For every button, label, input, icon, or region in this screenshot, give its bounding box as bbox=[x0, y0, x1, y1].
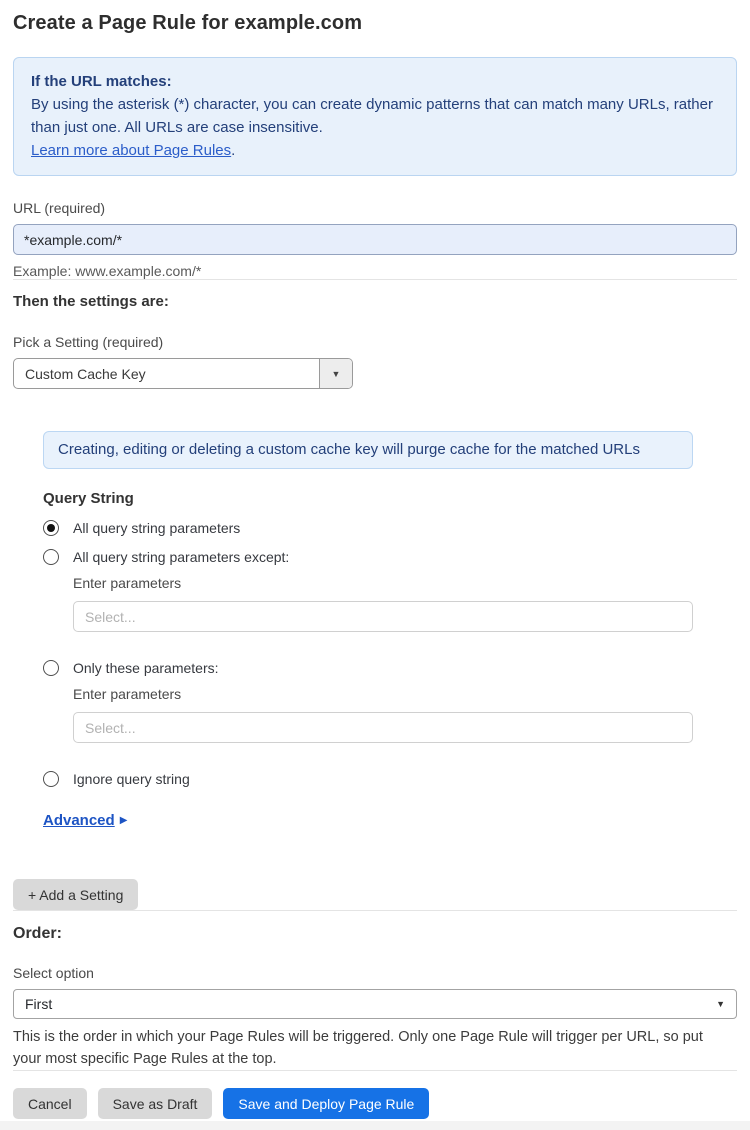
except-parameters-field bbox=[73, 575, 737, 632]
radio-ignore-query-string[interactable]: Ignore query string bbox=[43, 771, 737, 787]
pick-setting-label: Pick a Setting (required) bbox=[13, 334, 164, 350]
url-example-text: Example: www.example.com/* bbox=[13, 263, 202, 279]
radio-all-query-params[interactable]: All query string parameters bbox=[43, 520, 737, 536]
page-bottom-strip bbox=[0, 1121, 750, 1130]
radio-button-icon[interactable] bbox=[43, 660, 59, 676]
save-draft-button[interactable]: Save as Draft bbox=[98, 1088, 213, 1119]
advanced-link[interactable]: Advanced ▶ bbox=[43, 812, 128, 829]
info-box-heading: If the URL matches: bbox=[31, 73, 172, 90]
chevron-down-icon: ▼ bbox=[716, 999, 725, 1009]
page-title: Create a Page Rule for example.com bbox=[13, 12, 363, 34]
order-heading: Order: bbox=[13, 925, 62, 942]
chevron-right-icon: ▶ bbox=[119, 815, 128, 826]
order-help-text: This is the order in which your Page Rules will be triggered. Only one Page Rule will trigger per URL, so put your most specific Page Rules at the top. bbox=[13, 1029, 703, 1067]
section-divider bbox=[13, 910, 737, 911]
url-label: URL (required) bbox=[13, 200, 106, 216]
save-deploy-button[interactable]: Save and Deploy Page Rule bbox=[223, 1088, 429, 1119]
enter-parameters-label: Enter parameters bbox=[73, 686, 182, 702]
except-parameters-input[interactable] bbox=[73, 601, 693, 632]
setting-dropdown[interactable] bbox=[13, 358, 353, 389]
radio-button-icon[interactable] bbox=[43, 771, 59, 787]
settings-heading: Then the settings are: bbox=[13, 293, 169, 310]
url-input[interactable] bbox=[13, 224, 737, 255]
add-setting-button[interactable]: + Add a Setting bbox=[13, 879, 138, 910]
query-string-heading: Query String bbox=[43, 490, 134, 507]
radio-button-icon[interactable] bbox=[43, 549, 59, 565]
order-select-value: First bbox=[25, 996, 53, 1012]
select-option-label: Select option bbox=[13, 965, 94, 981]
radio-only-these[interactable]: Only these parameters: bbox=[43, 660, 737, 676]
cache-purge-notice: Creating, editing or deleting a custom cache key will purge cache for the matched URLs bbox=[43, 431, 693, 469]
query-string-section bbox=[43, 490, 737, 787]
learn-more-link[interactable]: Learn more about Page Rules bbox=[31, 142, 232, 159]
info-box-body: By using the asterisk (*) character, you can create dynamic patterns that can match many URLs, rather than just one. All URLs are case insensitive. bbox=[31, 96, 713, 136]
cancel-button[interactable]: Cancel bbox=[13, 1088, 87, 1119]
order-select[interactable] bbox=[13, 989, 737, 1019]
link-suffix: . bbox=[231, 142, 236, 159]
setting-dropdown-value: Custom Cache Key bbox=[25, 365, 146, 382]
section-divider bbox=[13, 279, 737, 280]
radio-all-except[interactable]: All query string parameters except: bbox=[43, 549, 737, 565]
dropdown-arrow-button[interactable] bbox=[319, 359, 352, 388]
enter-parameters-label: Enter parameters bbox=[73, 575, 182, 591]
url-match-info-box bbox=[13, 57, 737, 176]
only-parameters-input[interactable] bbox=[73, 712, 693, 743]
chevron-down-icon: ▼ bbox=[331, 368, 341, 379]
radio-button-icon[interactable] bbox=[43, 520, 59, 536]
only-parameters-field bbox=[73, 686, 737, 743]
section-divider bbox=[13, 1070, 737, 1071]
footer-actions bbox=[13, 1088, 737, 1119]
